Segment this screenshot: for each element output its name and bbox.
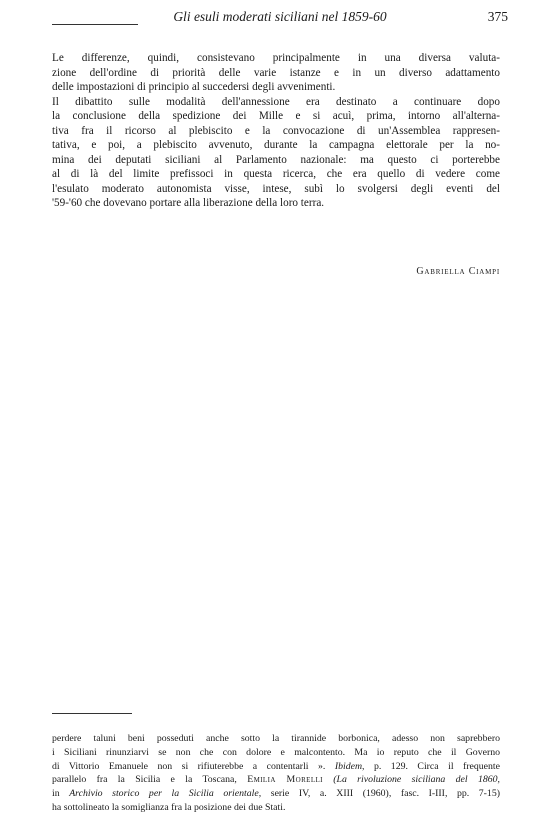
footnote-fragment: in bbox=[52, 788, 60, 800]
footnote-fragment: serie IV, a. XIII (1960), fasc. I-III, pp. 7-15) bbox=[270, 788, 500, 800]
text-line: la conclusione della spedizione dei Mille e si acuì, prima, intorno all'alterna- bbox=[52, 110, 500, 122]
running-title: Gli esuli moderati siciliani nel 1859-60 bbox=[173, 9, 387, 24]
footnote-author: Emilia Morelli bbox=[247, 774, 323, 786]
text-line: al di là del limite prefissoci in questa ricerca, che era quello di vedere come bbox=[52, 168, 500, 180]
footnote-fragment: , p. 129. Circa il frequente bbox=[362, 760, 500, 772]
footnote-line: ha sottolineato la somiglianza fra la posizione dei due Stati. bbox=[52, 801, 286, 813]
page-number: 375 bbox=[487, 9, 508, 24]
footnote-fragment: parallelo fra la Sicilia e la Toscana, bbox=[52, 774, 237, 786]
text-line: tativa, e poi, a plebiscito avvenuto, durante la campagna elettorale per la no- bbox=[52, 139, 500, 151]
text-line: l'esulato moderato autonomista visse, intese, subì lo svolgersi degli eventi del bbox=[52, 182, 500, 195]
text-line: tiva fra il ricorso al plebiscito e la convocazione di un'Assemblea rappresen- bbox=[52, 124, 500, 137]
text-line: zione dell'ordine di priorità delle varie istanze e in un diverso adattamento bbox=[52, 66, 500, 79]
text-line: Il dibattito sulle modalità dell'annessione era destinato a continuare dopo bbox=[52, 95, 500, 108]
paragraph-2 bbox=[52, 95, 500, 211]
paragraph-1 bbox=[52, 51, 500, 95]
text-line: delle impostazioni di principio al succedersi degli avvenimenti. bbox=[52, 81, 336, 93]
footnote-text bbox=[52, 732, 500, 815]
author-signature: Gabriella Ciampi bbox=[416, 266, 500, 277]
footnote-journal: Archivio storico per la Sicilia orientale, bbox=[69, 788, 262, 800]
footnote-line bbox=[52, 787, 500, 801]
footnote-line bbox=[52, 773, 500, 787]
footnote-line: i Siciliani rinunziarvi se non che con dolore e malcontento. Ma io reputo che il Governo bbox=[52, 746, 500, 758]
footnote-rule bbox=[52, 713, 132, 714]
footnote bbox=[52, 732, 500, 815]
text-line: mina dei deputati siciliani al Parlamento nazionale: ma questo ci porterebbe bbox=[52, 153, 500, 166]
main-text bbox=[52, 51, 500, 211]
footnote-ibidem: Ibidem bbox=[334, 760, 363, 772]
footnote-line bbox=[52, 760, 500, 774]
header-rule bbox=[52, 24, 138, 25]
footnote-fragment: di Vittorio Emanuele non si rifiuterebbe a contentarli ». bbox=[52, 760, 326, 772]
text-line: Le differenze, quindi, consistevano principalmente in una diversa valuta- bbox=[52, 52, 500, 64]
footnote-work-title: (La rivoluzione siciliana del 1860, bbox=[333, 774, 500, 786]
footnote-line: perdere taluni beni posseduti anche sotto la tirannide borbonica, adesso non saprebbero bbox=[52, 733, 500, 744]
text-line: '59-'60 che dovevano portare alla liberazione della loro terra. bbox=[52, 197, 325, 209]
